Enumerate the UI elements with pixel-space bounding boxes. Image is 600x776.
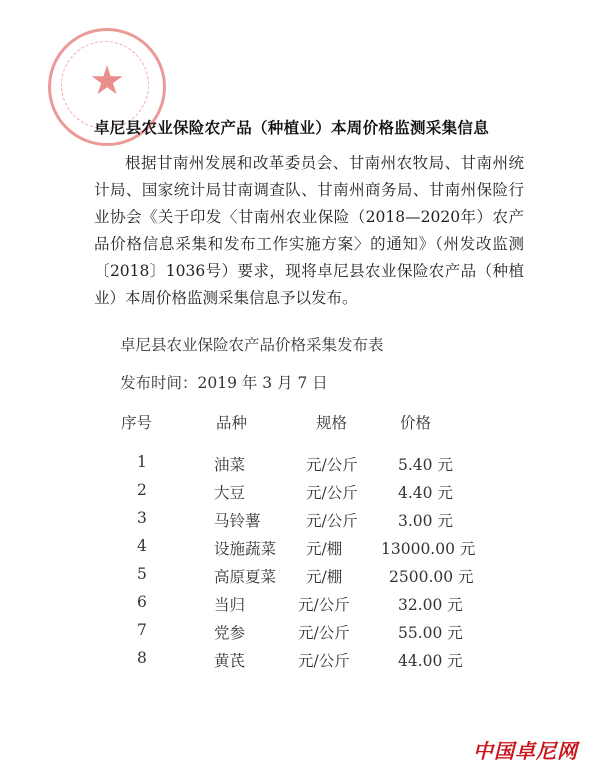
row-no: 5 <box>137 565 147 583</box>
release-date: 发布时间：2019 年 3 月 7 日 <box>120 374 328 392</box>
row-spec: 元/公斤 <box>306 512 358 530</box>
row-variety: 黄芪 <box>214 652 246 670</box>
row-no: 3 <box>137 509 147 527</box>
row-price: 5.40 元 <box>398 456 453 474</box>
table-row <box>0 509 600 535</box>
row-spec: 元/公斤 <box>306 456 358 474</box>
table-row <box>0 621 600 647</box>
header-variety: 品种 <box>216 414 248 432</box>
row-variety: 设施蔬菜 <box>214 540 277 558</box>
row-price: 55.00 元 <box>398 624 463 642</box>
row-no: 1 <box>137 453 147 471</box>
row-price: 3.00 元 <box>398 512 453 530</box>
header-no: 序号 <box>121 414 153 432</box>
row-spec: 元/棚 <box>306 540 343 558</box>
table-header <box>0 411 600 437</box>
row-variety: 马铃薯 <box>214 512 261 530</box>
row-variety: 大豆 <box>214 484 246 502</box>
table-row <box>0 593 600 619</box>
row-spec: 元/公斤 <box>298 652 350 670</box>
row-variety: 当归 <box>214 596 246 614</box>
header-price: 价格 <box>400 414 432 432</box>
row-price: 4.40 元 <box>398 484 453 502</box>
row-spec: 元/公斤 <box>306 484 358 502</box>
table-row <box>0 481 600 507</box>
row-no: 4 <box>137 537 147 555</box>
row-variety: 油菜 <box>214 456 246 474</box>
row-variety: 党参 <box>214 624 246 642</box>
seal-star-icon: ★ <box>89 58 125 104</box>
row-no: 2 <box>137 481 147 499</box>
row-price: 13000.00 元 <box>381 540 476 558</box>
table-row <box>0 649 600 675</box>
site-logo[interactable]: 中国卓尼网 <box>473 739 578 763</box>
table-row <box>0 453 600 479</box>
table-row <box>0 537 600 563</box>
row-price: 32.00 元 <box>398 596 463 614</box>
page-title: 卓尼县农业保险农产品（种植业）本周价格监测采集信息 <box>94 119 490 137</box>
row-price: 44.00 元 <box>398 652 463 670</box>
row-spec: 元/公斤 <box>298 624 350 642</box>
intro-paragraph: 根据甘南州发展和改革委员会、甘南州农牧局、甘南州统计局、国家统计局甘南调查队、甘南州商务局、甘南州保险行业协会《关于印发〈甘南州农业保险（2018—2020年）农产品价格信息采集和发布工作实施方案〉的通知》（州发改监测〔2018〕1036号）要求，现将卓尼县农业保险农产品（种植业）本周价格监测采集信息予以发布。 <box>94 154 524 307</box>
row-no: 6 <box>137 593 147 611</box>
table-caption: 卓尼县农业保险农产品价格采集发布表 <box>120 336 384 354</box>
row-no: 8 <box>137 649 147 667</box>
header-spec: 规格 <box>316 414 348 432</box>
row-variety: 高原夏菜 <box>214 568 277 586</box>
row-no: 7 <box>137 621 147 639</box>
row-spec: 元/公斤 <box>298 596 350 614</box>
table-row <box>0 565 600 591</box>
row-spec: 元/棚 <box>306 568 343 586</box>
row-price: 2500.00 元 <box>389 568 474 586</box>
